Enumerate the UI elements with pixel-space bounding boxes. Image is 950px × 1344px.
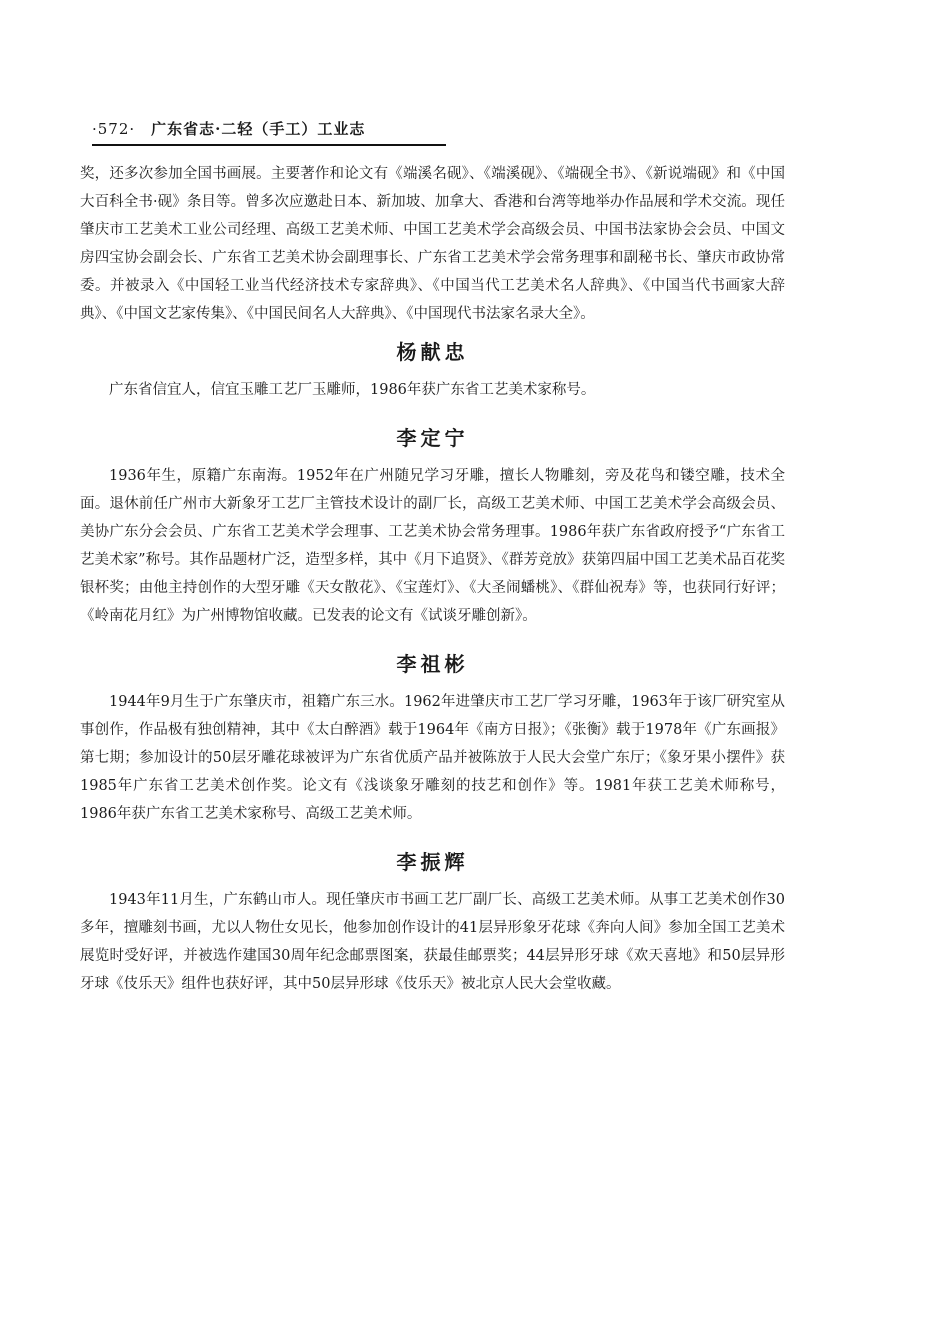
biography-name: 李祖彬 [396, 652, 469, 676]
page-number: ·572· [92, 120, 136, 138]
biography-li-dingning [80, 414, 785, 630]
page-body [80, 160, 785, 1008]
biography-text: 1943年11月生，广东鹤山市人。现任肇庆市书画工艺厂副厂长、高级工艺美术师。从事工艺美术创作30多年，擅雕刻书画，尤以人物仕女见长，他参加创作设计的41层异形象牙花球《奔向人间》参加全国工艺美术展览时受好评，并被选作建国30周年纪念邮票图案，获最佳邮票奖；44层异形牙球《欢天喜地》和50层异形牙球《伎乐天》组件也获好评，其中50层异形球《伎乐天》被北京人民大会堂收藏。 [80, 892, 785, 992]
book-title: 广东省志·二轻（手工）工业志 [151, 120, 366, 138]
biography-text: 广东省信宜人，信宜玉雕工艺厂玉雕师，1986年获广东省工艺美术家称号。 [109, 382, 596, 398]
biography-yang-xianzhong [80, 328, 785, 404]
biography-text: 1944年9月生于广东肇庆市，祖籍广东三水。1962年进肇庆市工艺厂学习牙雕，1963年于该厂研究室从事创作，作品极有独创精神，其中《太白醉酒》载于1964年《南方日报》；《张衡》载于1978年《广东画报》第七期；参加设计的50层牙雕花球被评为广东省优质产品并被陈放于人民大会堂广东厅；《象牙果小摆件》获1985年广东省工艺美术创作奖。论文有《浅谈象牙雕刻的技艺和创作》等。1981年获工艺美术师称号，1986年获广东省工艺美术家称号、高级工艺美术师。 [80, 694, 785, 822]
biography-text: 1936年生，原籍广东南海。1952年在广州随兄学习牙雕，擅长人物雕刻，旁及花鸟和镂空雕，技术全面。退休前任广州市大新象牙工艺厂主管技术设计的副厂长，高级工艺美术师、中国工艺美术学会高级会员、美协广东分会会员、广东省工艺美术学会理事、工艺美术协会常务理事。1986年获广东省政府授予“广东省工艺美术家”称号。其作品题材广泛，造型多样，其中《月下追贤》、《群芳竞放》获第四届中国工艺美术品百花奖银杯奖；由他主持创作的大型牙雕《天女散花》、《宝莲灯》、《大圣闹蟠桃》、《群仙祝寿》等，也获同行好评；《岭南花月红》为广州博物馆收藏。已发表的论文有《试谈牙雕创新》。 [80, 468, 785, 624]
biography-li-zubin [80, 640, 785, 828]
running-header [92, 118, 446, 146]
biography-name: 李定宁 [396, 426, 469, 450]
intro-paragraph: 奖，还多次参加全国书画展。主要著作和论文有《端溪名砚》、《端溪砚》、《端砚全书》、《新说端砚》和《中国大百科全书·砚》条目等。曾多次应邀赴日本、新加坡、加拿大、香港和台湾等地举办作品展和学术交流。现任肇庆市工艺美术工业公司经理、高级工艺美术师、中国工艺美术学会高级会员、中国书法家协会会员、中国文房四宝协会副会长、广东省工艺美术协会副理事长、广东省工艺美术学会常务理事和副秘书长、肇庆市政协常委。并被录入《中国轻工业当代经济技术专家辞典》、《中国当代工艺美术名人辞典》、《中国当代书画家大辞典》、《中国文艺家传集》、《中国民间名人大辞典》、《中国现代书法家名录大全》。 [80, 166, 785, 322]
biography-li-zhenhui [80, 838, 785, 998]
biography-name: 杨献忠 [396, 340, 469, 364]
biography-name: 李振辉 [396, 850, 469, 874]
